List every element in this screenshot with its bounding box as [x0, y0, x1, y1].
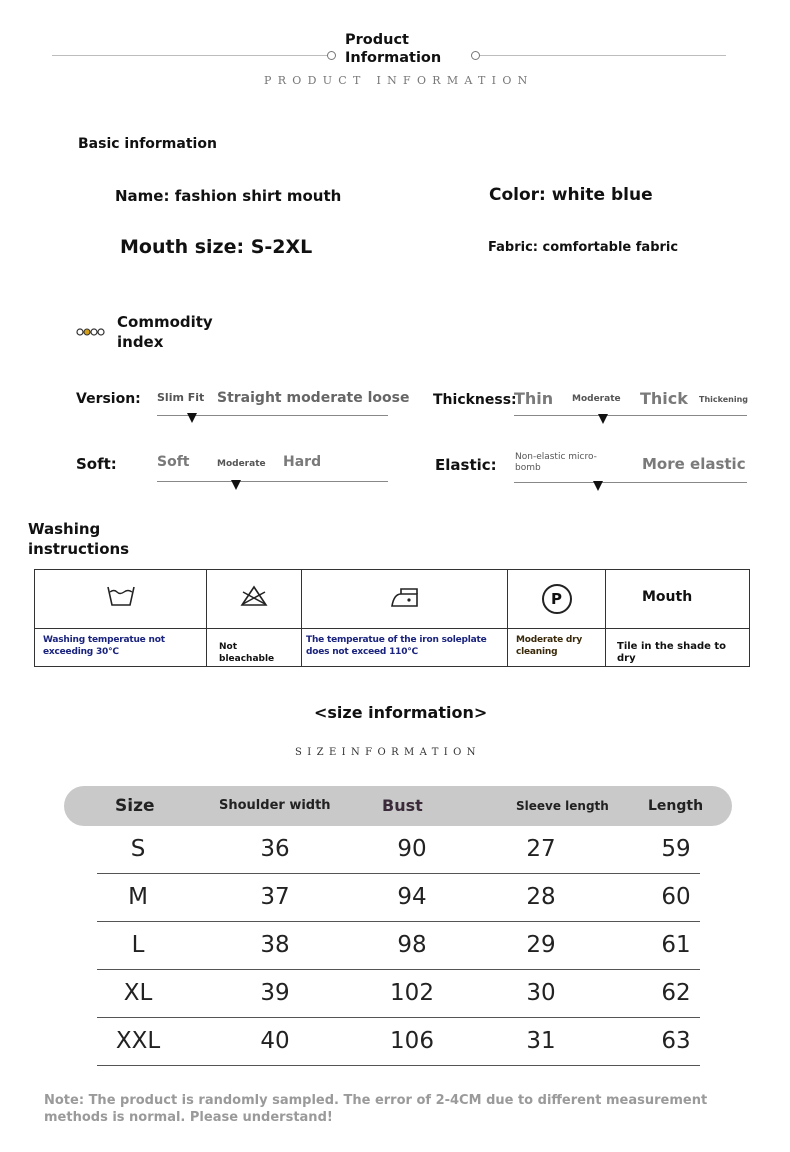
washing-table: [34, 569, 750, 667]
wash-cell-dryclean: [508, 570, 606, 666]
elastic-slider-track: [514, 482, 747, 483]
header-line-right: [480, 55, 726, 56]
thickness-option-thin: Thin: [514, 389, 554, 408]
no-bleach-icon: [207, 584, 301, 614]
soft-option-moderate: Moderate: [217, 459, 266, 469]
table-cell: 59: [661, 836, 691, 862]
wash-cell-bleach: [207, 570, 302, 666]
thickness-option-moderate: Moderate: [572, 394, 621, 404]
table-cell: 98: [397, 932, 427, 958]
commodity-heading-line2: index: [117, 333, 164, 351]
row-divider: [97, 969, 700, 970]
header-line-left: [52, 55, 332, 56]
washing-heading: [28, 519, 129, 559]
page-title: [345, 31, 441, 67]
table-cell: 39: [260, 980, 290, 1006]
col-size: Size: [115, 796, 155, 816]
elastic-slider-thumb: [593, 481, 603, 491]
soft-label: Soft:: [76, 455, 117, 473]
washing-heading-line2: instructions: [28, 540, 130, 558]
table-cell: XL: [123, 980, 153, 1006]
row-divider: [97, 921, 700, 922]
basic-fabric: Fabric: comfortable fabric: [488, 240, 679, 255]
col-length: Length: [648, 798, 704, 814]
elastic-label: Elastic:: [435, 456, 497, 474]
table-cell: 36: [260, 836, 290, 862]
wash-text-iron: The temperatue of the iron soleplate does not exceed 110℃: [306, 635, 487, 657]
table-cell: 94: [397, 884, 427, 910]
wash-row-divider: [35, 628, 749, 629]
wash-mouth-label: Mouth: [642, 589, 693, 605]
elastic-option-non-elastic: Non-elastic micro-bomb: [515, 452, 597, 473]
page-subtitle: PRODUCT INFORMATION: [264, 74, 534, 87]
col-bust: Bust: [382, 796, 423, 815]
wash-text-shade: Tile in the shade to dry: [617, 641, 727, 664]
table-cell: S: [130, 836, 146, 862]
wash-text-temperature: Washing temperatue not exceeding 30℃: [43, 635, 165, 657]
size-info-title: <size information>: [314, 703, 488, 722]
thickness-slider-track: [514, 415, 747, 416]
table-cell: XXL: [115, 1028, 161, 1054]
table-cell: 27: [526, 836, 556, 862]
col-shoulder-width: Shoulder width: [219, 798, 331, 813]
dry-clean-circle: [542, 584, 572, 614]
version-option-loose: Straight moderate loose: [217, 390, 410, 406]
col-sleeve-length: Sleeve length: [516, 799, 609, 813]
table-cell: 62: [661, 980, 691, 1006]
table-cell: 30: [526, 980, 556, 1006]
soft-slider-thumb: [231, 480, 241, 490]
size-info-subtitle: SIZEINFORMATION: [295, 747, 481, 758]
table-cell: 38: [260, 932, 290, 958]
soft-option-soft: Soft: [157, 454, 190, 470]
basic-name: Name: fashion shirt mouth: [115, 187, 342, 205]
table-cell: 63: [661, 1028, 691, 1054]
version-label: Version:: [76, 391, 141, 407]
page-title-line1: Product: [345, 32, 409, 48]
commodity-ornament-icon: [76, 322, 106, 341]
wash-text-bleach: Not bleachable: [219, 642, 275, 664]
table-cell: 90: [397, 836, 427, 862]
table-cell: 31: [526, 1028, 556, 1054]
table-cell: 61: [661, 932, 691, 958]
elastic-option-more: More elastic: [642, 455, 746, 473]
thickness-option-thickening: Thickening: [699, 395, 749, 404]
soft-slider-track: [157, 481, 388, 482]
version-option-slim: Slim Fit: [157, 391, 205, 404]
basic-mouth-size: Mouth size: S-2XL: [120, 236, 313, 258]
header-dot-right: [471, 51, 480, 60]
wash-text-dryclean: Moderate dry cleaning: [516, 635, 583, 657]
row-divider: [97, 1065, 700, 1066]
table-cell: 60: [661, 884, 691, 910]
basic-color: Color: white blue: [489, 185, 653, 205]
dry-clean-p-icon: [508, 584, 605, 614]
dry-clean-letter: P: [551, 590, 562, 608]
thickness-option-thick: Thick: [640, 389, 688, 408]
table-cell: 40: [260, 1028, 290, 1054]
wash-cell-shade: [606, 570, 749, 666]
commodity-heading: [117, 312, 213, 352]
wash-cell-iron: [302, 570, 508, 666]
washing-heading-line1: Washing: [28, 520, 101, 538]
thickness-label: Thickness:: [433, 392, 517, 408]
wash-cell-temperature: [35, 570, 207, 666]
table-cell: 37: [260, 884, 290, 910]
page-title-line2: Information: [345, 50, 442, 66]
commodity-heading-line1: Commodity: [117, 313, 213, 331]
table-cell: 106: [390, 1028, 434, 1054]
iron-icon: [302, 584, 507, 614]
wash-tub-icon: [35, 584, 206, 614]
row-divider: [97, 873, 700, 874]
thickness-slider-thumb: [598, 414, 608, 424]
soft-option-hard: Hard: [283, 454, 322, 470]
table-cell: M: [128, 884, 148, 910]
row-divider: [97, 1017, 700, 1018]
table-cell: 28: [526, 884, 556, 910]
table-cell: L: [131, 932, 145, 958]
version-slider-thumb: [187, 413, 197, 423]
header-dot-left: [327, 51, 336, 60]
table-cell: 102: [390, 980, 434, 1006]
size-table-header: [64, 786, 732, 826]
note-text: Note: The product is randomly sampled. The error of 2-4CM due to different measurement methods is normal. Please understand!: [44, 1093, 708, 1125]
basic-info-heading: Basic information: [78, 136, 217, 152]
table-cell: 29: [526, 932, 556, 958]
